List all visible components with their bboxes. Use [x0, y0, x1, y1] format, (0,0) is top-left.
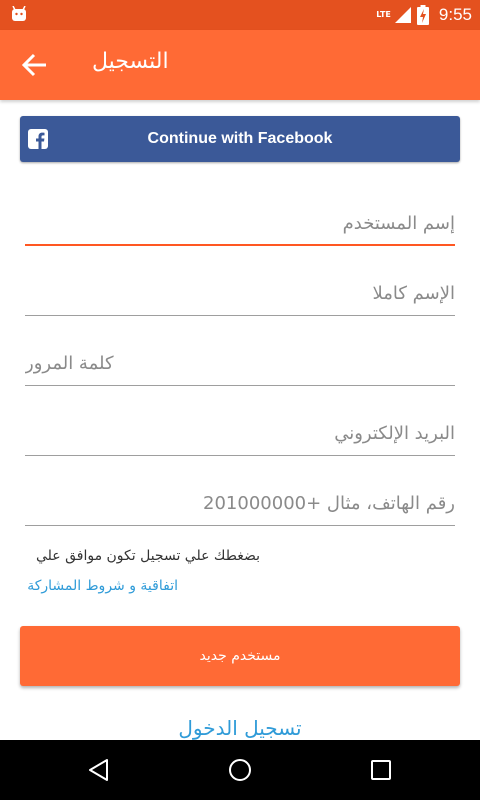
email-field — [25, 412, 455, 456]
recents-square-icon[interactable] — [369, 758, 393, 782]
username-field — [25, 202, 455, 246]
battery-charging-icon — [417, 5, 429, 25]
network-type-label: LTE — [376, 10, 391, 19]
navigation-bar — [0, 740, 480, 800]
page-title: التسجيل — [92, 49, 169, 74]
email-input[interactable] — [25, 412, 455, 454]
username-input[interactable] — [25, 202, 455, 244]
app-bar — [0, 30, 480, 100]
register-button-label: مستخدم جديد — [199, 648, 281, 664]
phone-input[interactable] — [25, 482, 455, 524]
status-bar — [0, 0, 480, 30]
status-time: 9:55 — [438, 5, 472, 24]
android-icon — [10, 6, 28, 22]
fullname-field — [25, 272, 455, 316]
arrow-back-icon[interactable] — [22, 53, 48, 77]
phone-field — [25, 482, 455, 526]
login-link[interactable]: تسجيل الدخول — [178, 716, 302, 740]
signal-icon — [395, 7, 411, 23]
register-button[interactable] — [20, 626, 460, 686]
password-input[interactable] — [25, 342, 455, 384]
back-triangle-icon[interactable] — [87, 758, 111, 782]
fullname-input[interactable] — [25, 272, 455, 314]
facebook-button-label: Continue with Facebook — [147, 130, 333, 147]
password-field — [25, 342, 455, 386]
home-circle-icon[interactable] — [228, 758, 252, 782]
terms-link[interactable]: اتفاقية و شروط المشاركة — [27, 578, 178, 594]
continue-with-facebook-button[interactable] — [20, 116, 460, 162]
terms-notice: بضغطك علي تسجيل تكون موافق علي — [35, 548, 260, 564]
